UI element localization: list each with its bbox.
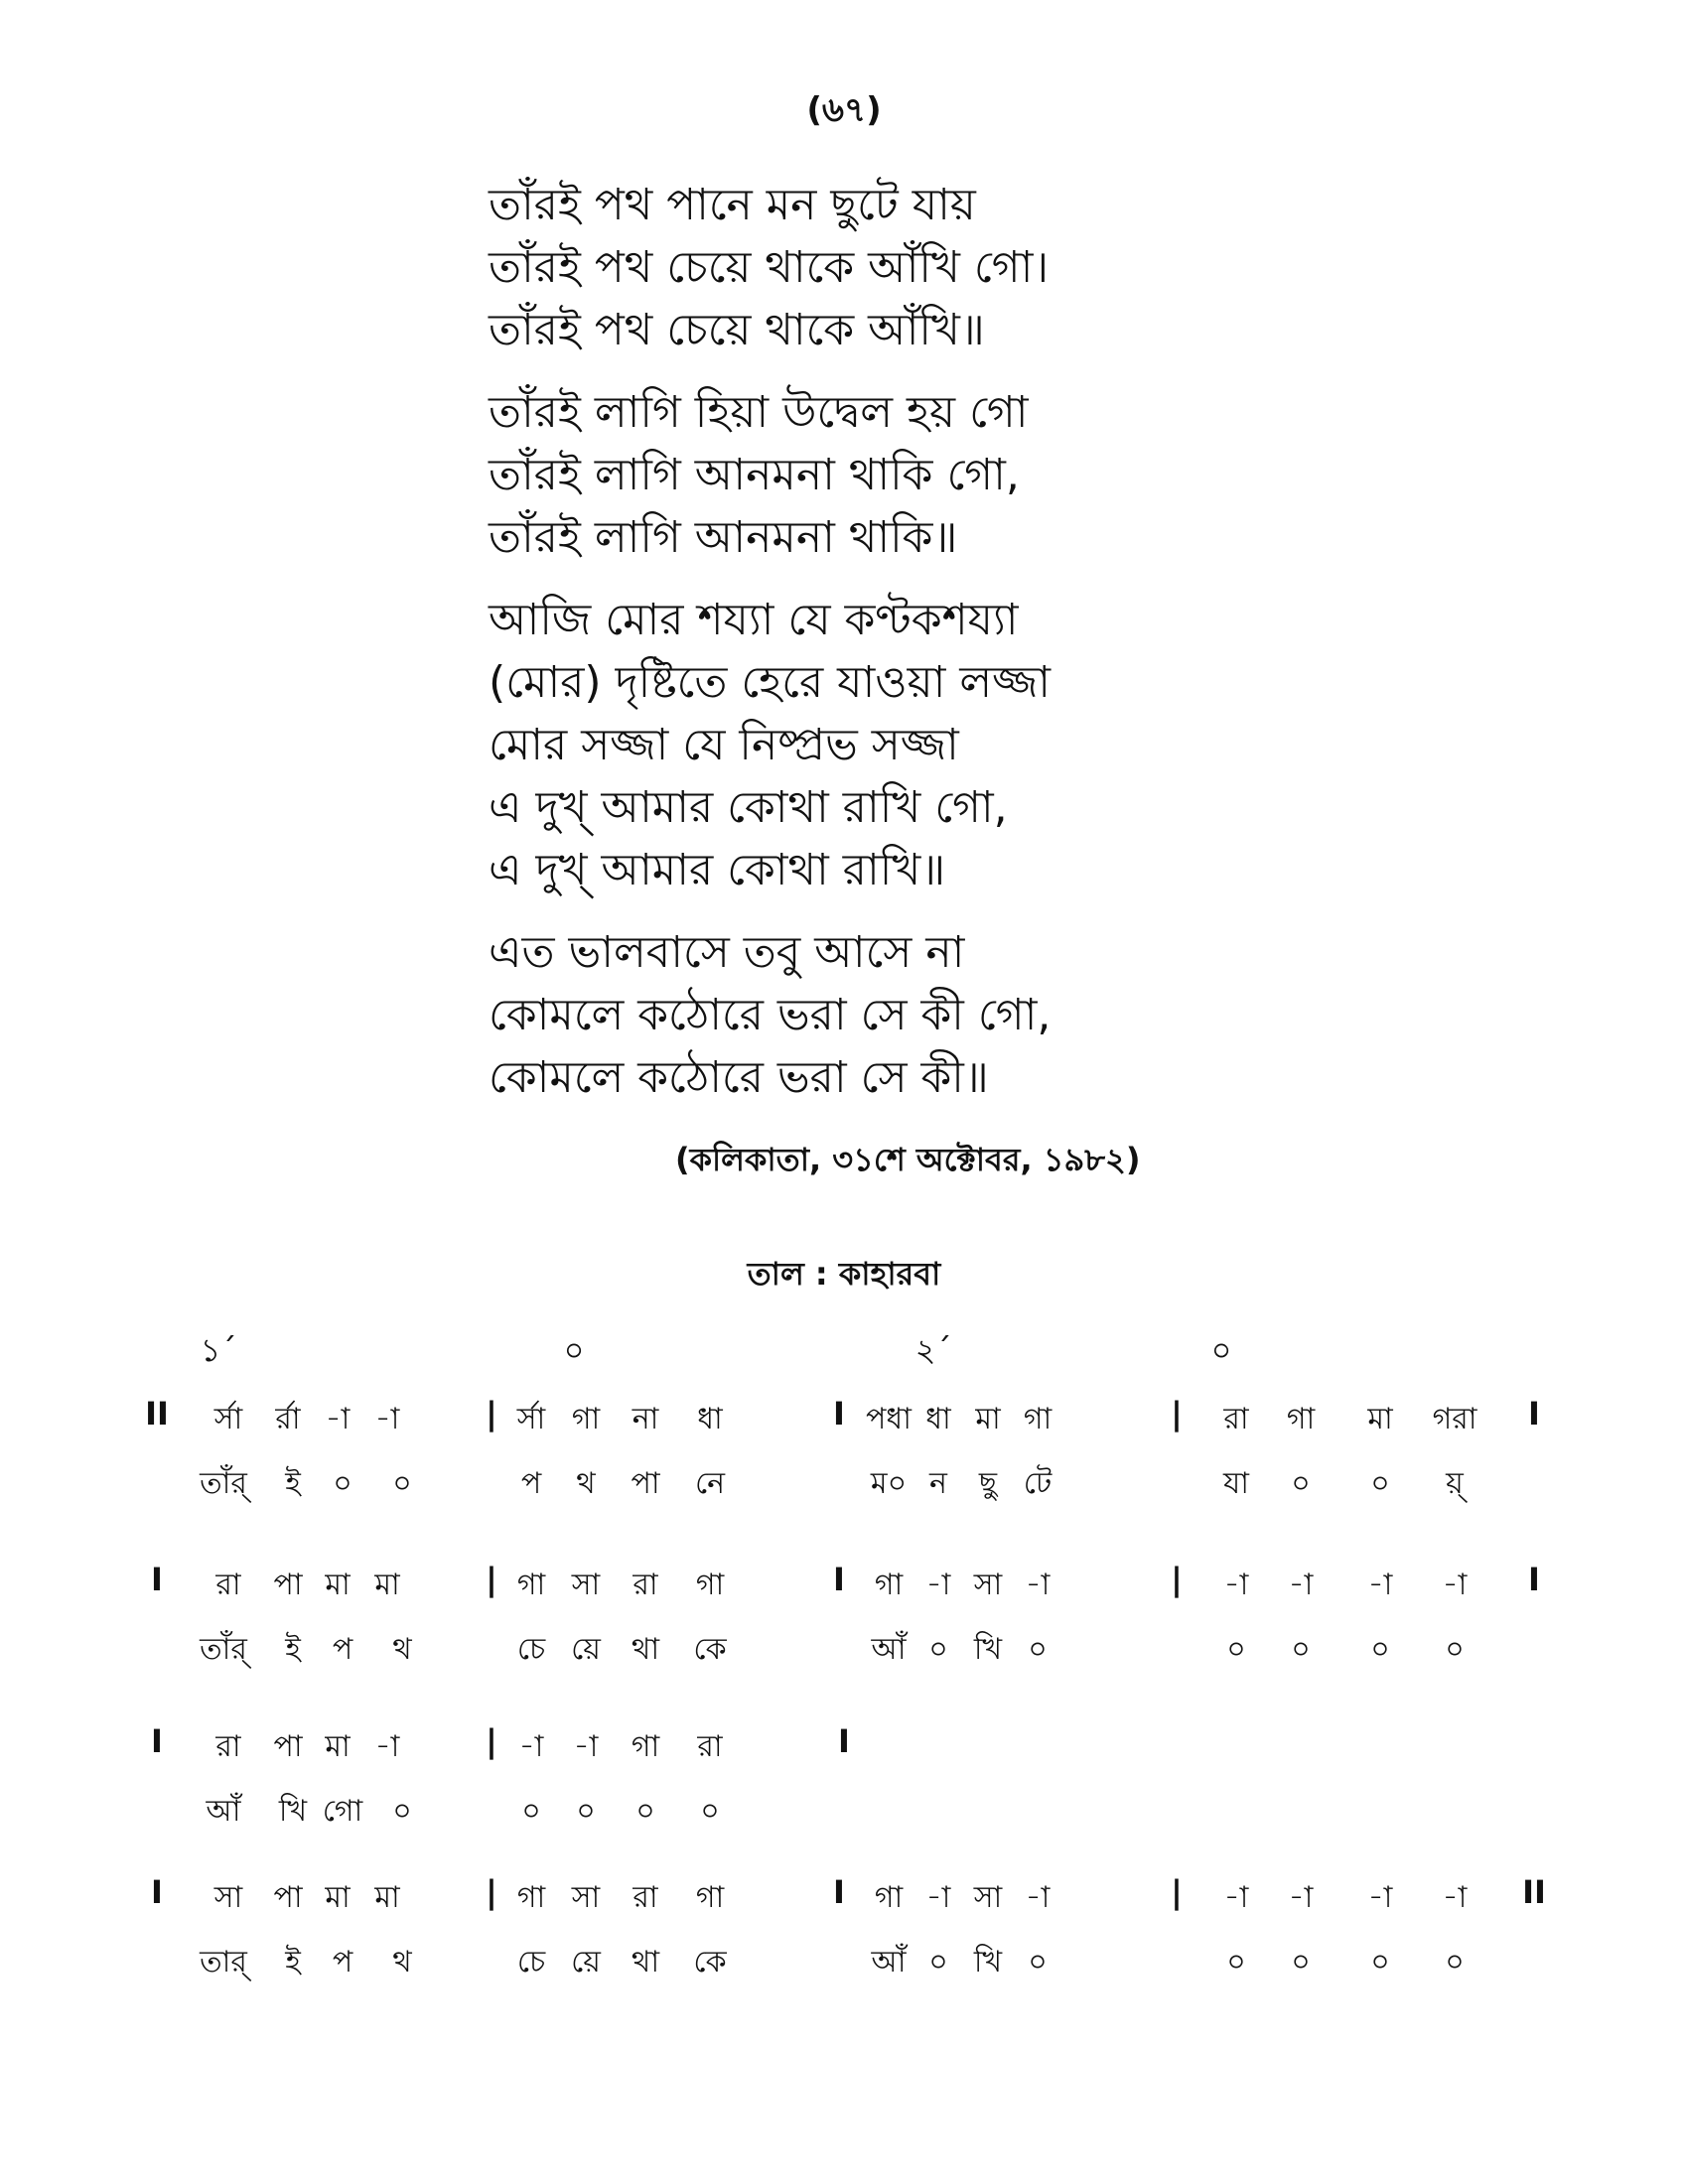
swara-note: পা [273, 1568, 303, 1602]
swara-note: সা [973, 1880, 1003, 1915]
swara-note: -া [374, 1729, 400, 1764]
lyric-syllable: আঁ [871, 1632, 907, 1667]
swara-note: সা [973, 1568, 1003, 1602]
swara-note: -া [518, 1729, 544, 1764]
swara-note: পা [273, 1729, 303, 1764]
swara-note: -া [1223, 1880, 1249, 1915]
lyric-syllable: নে [694, 1466, 726, 1501]
lyric-syllable: ম০ [870, 1466, 908, 1501]
lyric-syllable: খি [278, 1794, 308, 1829]
swara-note: -া [1025, 1880, 1051, 1915]
swara-note: গা [874, 1880, 904, 1915]
lyric-syllable: খি [973, 1632, 1003, 1667]
swara-note: রা [697, 1729, 723, 1764]
lyric-syllable: ০ [700, 1794, 720, 1829]
tala-heading: তাল : কাহারবা [747, 1255, 941, 1293]
swara-note: -া [374, 1402, 400, 1436]
lyric-line: এ দুখ্ আমার কোথা রাখি গো, [489, 782, 1008, 833]
lyric-syllable: ০ [928, 1945, 948, 1979]
swara-note: মা [325, 1729, 351, 1764]
swara-note: মা [374, 1880, 400, 1915]
swara-note: মা [374, 1568, 400, 1602]
swara-note: মা [325, 1568, 351, 1602]
lyric-syllable: ০ [1445, 1945, 1465, 1979]
stanza-2 [489, 381, 1382, 569]
end-barline: I [838, 1722, 850, 1760]
lyric-syllable: ০ [576, 1794, 596, 1829]
swara-note: পধা [866, 1402, 912, 1436]
swara-note: গা [516, 1880, 546, 1915]
swara-note: -া [1025, 1568, 1051, 1602]
dateline: (কলিকাতা, ৩১শে অক্টোবর, ১৯৮২) [675, 1141, 1141, 1178]
beat-mark: ২´ [914, 1331, 952, 1369]
lyric-syllable: কে [693, 1945, 727, 1979]
barline: | [486, 1561, 497, 1598]
lyric-syllable: ০ [928, 1632, 948, 1667]
lyrics [489, 174, 1382, 1129]
lyric-syllable: ০ [635, 1794, 655, 1829]
lyric-syllable: তাঁর্ [200, 1466, 247, 1501]
swara-note: ধা [697, 1402, 723, 1436]
swara-note: -া [1288, 1568, 1314, 1602]
swara-note: -া [1367, 1568, 1393, 1602]
lyric-line: তাঁরই পথ পানে মন ছুটে যায় [489, 180, 976, 230]
swara-note: -া [1442, 1880, 1468, 1915]
start-barline: I [151, 1873, 163, 1911]
start-barline: I [151, 1561, 163, 1598]
lyric-syllable: য়ে [571, 1945, 601, 1979]
lyric-line: (মোর) দৃষ্টিতে হেরে যাওয়া লজ্জা [489, 657, 1052, 708]
lyric-syllable: ০ [1226, 1632, 1246, 1667]
start-barline: II [145, 1395, 169, 1433]
lyric-syllable: ০ [1370, 1632, 1390, 1667]
swara-note: -া [1442, 1568, 1468, 1602]
lyric-syllable: তাঁর্ [200, 1632, 247, 1667]
swara-note: মা [975, 1402, 1001, 1436]
beat-mark: ০ [563, 1331, 585, 1369]
lyric-syllable: ০ [1291, 1466, 1311, 1501]
lyric-syllable: ০ [1028, 1945, 1048, 1979]
page-number: (৬৭) [806, 90, 882, 130]
lyric-syllable: থ [392, 1945, 412, 1979]
lyric-syllable: থা [631, 1632, 660, 1667]
swara-note: গরা [1432, 1402, 1477, 1436]
lyric-syllable: ন [929, 1466, 947, 1501]
lyric-line: তাঁরই লাগি আনমনা থাকি গো, [489, 450, 1020, 500]
lyric-syllable: ০ [1028, 1632, 1048, 1667]
lyric-syllable: আঁ [871, 1945, 907, 1979]
swara-note: -া [1367, 1880, 1393, 1915]
swara-note: র্সা [213, 1402, 243, 1436]
lyric-syllable: প [332, 1945, 353, 1979]
stanza-1 [489, 174, 1382, 361]
lyric-line: কোমলে কঠোরে ভরা সে কী গো, [489, 990, 1052, 1040]
swara-note: রা [633, 1568, 658, 1602]
swara-note: -া [1288, 1880, 1314, 1915]
swara-note: মা [1367, 1402, 1393, 1436]
swara-note: মা [325, 1880, 351, 1915]
lyric-syllable: ই [285, 1466, 301, 1501]
lyric-syllable: ০ [1445, 1632, 1465, 1667]
lyric-syllable: প [520, 1466, 542, 1501]
swara-note: রা [1223, 1402, 1249, 1436]
stanza-3 [489, 589, 1382, 901]
lyric-syllable: তার্ [200, 1945, 247, 1979]
lyric-syllable: পা [631, 1466, 660, 1501]
swara-note: গা [695, 1880, 725, 1915]
barline: | [486, 1722, 497, 1760]
lyric-syllable: থ [392, 1632, 412, 1667]
swara-note: র্সা [516, 1402, 546, 1436]
lyric-line: এত ভালবাসে তবু আসে না [489, 927, 965, 978]
stanza-4 [489, 921, 1382, 1109]
lyric-syllable: ই [285, 1632, 301, 1667]
beat-mark: ১´ [200, 1331, 237, 1369]
lyric-line: কোমলে কঠোরে ভরা সে কী॥ [489, 1052, 989, 1103]
end-barline: II [1522, 1873, 1546, 1911]
lyric-syllable: ০ [1370, 1945, 1390, 1979]
barline: | [486, 1395, 497, 1433]
swara-note: সা [571, 1568, 601, 1602]
swara-note: -া [925, 1880, 951, 1915]
swara-note: গা [516, 1568, 546, 1602]
lyric-line: তাঁরই পথ চেয়ে থাকে আঁখি॥ [489, 305, 985, 355]
lyric-syllable: চে [516, 1945, 546, 1979]
lyric-syllable: যা [1223, 1466, 1249, 1501]
barline: I [833, 1395, 845, 1433]
end-barline: I [1528, 1561, 1540, 1598]
lyric-line: মোর সজ্জা যে নিষ্প্রভ সজ্জা [489, 720, 959, 770]
swara-note: গা [695, 1568, 725, 1602]
lyric-syllable: চে [516, 1632, 546, 1667]
swara-note: -া [573, 1729, 599, 1764]
lyric-syllable: ০ [1370, 1466, 1390, 1501]
start-barline: I [151, 1722, 163, 1760]
swara-note: র্রা [275, 1402, 301, 1436]
lyric-line: আজি মোর শয্যা যে কণ্টকশয্যা [489, 595, 1019, 645]
lyric-syllable: ই [285, 1945, 301, 1979]
lyric-line: তাঁরই পথ চেয়ে থাকে আঁখি গো। [489, 242, 1050, 293]
lyric-syllable: প [332, 1632, 353, 1667]
swara-note: সা [571, 1880, 601, 1915]
lyric-syllable: ০ [333, 1466, 352, 1501]
lyric-syllable: য়্ [1446, 1466, 1464, 1501]
swara-note: গা [631, 1729, 660, 1764]
swara-note: -া [925, 1568, 951, 1602]
barline: | [486, 1873, 497, 1911]
lyric-syllable: থ [576, 1466, 596, 1501]
lyric-syllable: য়ে [571, 1632, 601, 1667]
lyric-line: তাঁরই লাগি আনমনা থাকি॥ [489, 512, 958, 563]
swara-note: গা [1023, 1402, 1053, 1436]
lyric-line: তাঁরই লাগি হিয়া উদ্বেল হয় গো [489, 387, 1029, 438]
lyric-syllable: থা [631, 1945, 660, 1979]
barline: I [833, 1873, 845, 1911]
lyric-syllable: কে [693, 1632, 727, 1667]
lyric-syllable: ছু [978, 1466, 998, 1501]
beat-mark: ০ [1210, 1331, 1232, 1369]
swara-note: -া [1223, 1568, 1249, 1602]
barline: | [1171, 1395, 1183, 1433]
swara-note: গা [571, 1402, 601, 1436]
end-barline: I [1528, 1395, 1540, 1433]
swara-note: -া [325, 1402, 351, 1436]
swara-note: পা [273, 1880, 303, 1915]
swara-note: রা [215, 1729, 241, 1764]
lyric-syllable: ০ [392, 1794, 412, 1829]
lyric-line: এ দুখ্ আমার কোথা রাখি॥ [489, 845, 946, 895]
lyric-syllable: ০ [1291, 1632, 1311, 1667]
lyric-syllable: গো [322, 1794, 363, 1829]
lyric-syllable: টে [1023, 1466, 1053, 1501]
lyric-syllable: ০ [521, 1794, 541, 1829]
swara-note: গা [874, 1568, 904, 1602]
lyric-syllable: ০ [392, 1466, 412, 1501]
barline: I [833, 1561, 845, 1598]
lyric-syllable: খি [973, 1945, 1003, 1979]
lyric-syllable: আঁ [206, 1794, 241, 1829]
swara-note: রা [215, 1568, 241, 1602]
swara-note: ধা [925, 1402, 951, 1436]
barline: | [1171, 1873, 1183, 1911]
swara-note: না [632, 1402, 659, 1436]
lyric-syllable: ০ [1226, 1945, 1246, 1979]
swara-note: সা [213, 1880, 243, 1915]
barline: | [1171, 1561, 1183, 1598]
swara-note: গা [1286, 1402, 1316, 1436]
lyric-syllable: ০ [1291, 1945, 1311, 1979]
swara-note: রা [633, 1880, 658, 1915]
